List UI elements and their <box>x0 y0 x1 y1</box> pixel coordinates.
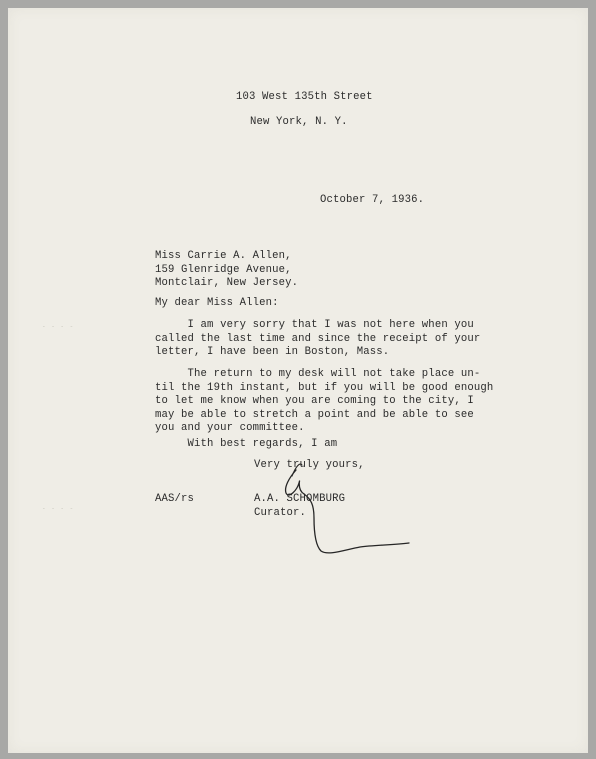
paragraph-2-line-2: til the 19th instant, but if you will be good enough <box>155 382 494 394</box>
signer-title: Curator. <box>254 507 307 519</box>
recipient-city: Montclair, New Jersey. <box>155 277 299 289</box>
paragraph-1-line-2: called the last time and since the receipt of your <box>155 333 481 345</box>
paragraph-2-line-1: The return to my desk will not take place un- <box>155 368 481 380</box>
recipient-street: 159 Glenridge Avenue, <box>155 264 292 276</box>
letterhead-city: New York, N. Y. <box>250 116 348 128</box>
paragraph-1-line-1: I am very sorry that I was not here when you <box>155 319 474 331</box>
letterhead-street: 103 West 135th Street <box>236 91 373 103</box>
letter-date: October 7, 1936. <box>320 194 425 206</box>
reference-initials: AAS/rs <box>155 493 195 505</box>
paragraph-2-line-4: may be able to stretch a point and be able to see <box>155 409 474 421</box>
closing-regards: With best regards, I am <box>155 438 338 450</box>
signer-name: A.A. SCHOMBURG <box>254 493 346 505</box>
recipient-name: Miss Carrie A. Allen, <box>155 250 292 262</box>
margin-punch-mark: - - - - <box>42 323 75 330</box>
paragraph-1-line-3: letter, I have been in Boston, Mass. <box>155 346 390 358</box>
paragraph-2-line-3: to let me know when you are coming to the city, I <box>155 395 474 407</box>
salutation: My dear Miss Allen: <box>155 297 279 309</box>
paragraph-2-line-5: you and your committee. <box>155 422 305 434</box>
margin-punch-mark: - - - - <box>42 505 75 512</box>
complimentary-close: Very truly yours, <box>254 459 365 471</box>
